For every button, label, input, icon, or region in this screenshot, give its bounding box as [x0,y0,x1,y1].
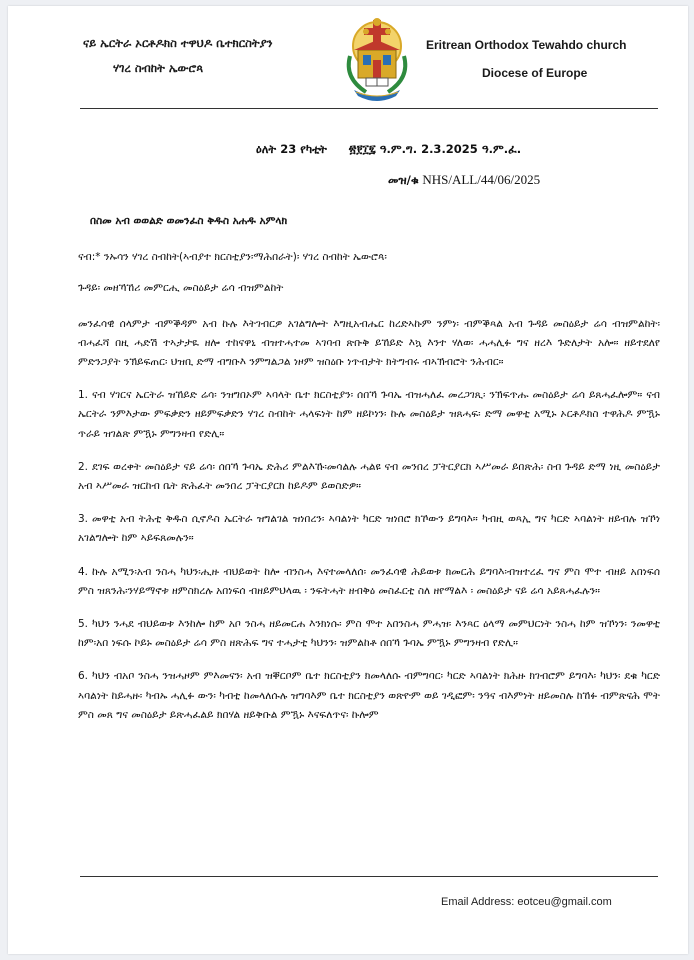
org-name-tigrinya: ናይ ኤርትራ ኦርቶዶክስ ተዋህዶ ቤተክርስትያን [83,36,273,50]
point-number: 4. [78,565,89,578]
footer-divider [80,876,658,877]
email-address: Email Address: eotceu@gmail.com [441,896,612,908]
reference-number: NHS/ALL/44/06/2025 [422,172,541,187]
point-text: ኩሉ አሚን፡አብ ንስሓ ካህን፡ሒዙ ብህይወት ከሎ ብንስሓ እናተመላለሰ፡ መንፈሳዊ ሕይወቱ ክመርሕ ይግባእ፡ብዝተረፈ ግና ምስ ሞተ ብዘይ አበነፍሰ ምስ ዝጸንሕ፡ንሃይማኖቱ ዘምስክረሉ አበነፍሰ ብዘይምህላዉ ፡ ንፍትሓት ዘብቅዕ መስፈርቲ ስለ ዘየማልእ ፡ መስዕይታ ናይ ሬሳ አይጸሓፈሉን። [78,565,660,597]
point-text: ናብ ሃገርና ኤርትራ ዝኸይድ ሬሳ፡ ንዝግበኦም ኣባላት ቤተ ክርስቲያን፡ ሰበኻ ጉባኤ ብዝሓለፈ መረጋገጺ፡ ንኽፍጥሑ መስዕይታ ሬሳ ይጸሓፈሎም። ናብ ኤርትራ ንምእታው ምፍቃድን ዘይምፍቃድን ሃገረ ስብከት ሓላፍነት ከም ዘይኮነን፡ ኩሉ መስዕይታ ዝጸሓፍ፡ ድማ መዋቲ አሚኑ ኦርቶዶክስ ተዋሕዶ ምዃኑ ጥራይ ዝገልጽ ምዃኑ ምግንዛብ የድሊ። [78,389,660,440]
letter-page [8,6,688,954]
point-text: ደገፍ ወረቀት መስዕይታ ናይ ሬሳ፡ ሰበኻ ጉባኤ ድሕሪ ምልእኹ፡መሳልሉ ሓልዩ ናብ መንበረ ፓትርያርክ ኣሥመራ ይበጽሕ፡ ስብ ጉዳይ ድማ ነዚ መስዕይታ አብ ኣሥመራ ዝርከብ ቤት ጽሕፈት መንበረ ፓትርያርክ ከይዶም ይወስድዎ። [78,460,660,493]
point-3 [78,510,660,548]
reference-line [388,172,540,188]
salutation: በስመ አብ ወወልድ ወመንፈስ ቅዱስ አሐዱ አምላክ [90,215,288,227]
header-right [426,38,656,94]
point-number: 3. [78,513,89,526]
point-number: 2. [78,460,89,473]
intro-paragraph: መንፈሳዊ ሰላምታ ብምቕዳም አብ ኩሉ እትገብርዎ አገልግሎት እግዚአብሔር ከረድኣኩም ንምነ፡ ብምቕጻል አብ ጉዳይ መስዕይታ ሬሳ ብዝምልከት፡ ብሓፈሻ በዚ ሓድሽ ተኣታታዪ ዘሎ ተከናዋኒ ብዝተሓተመ ኣገባብ ጽቡቅ ይኸይድ እኳ እንተ ሃለወ፡ ሓሓሊፉ ግና ዘረእ ጉድለታት አሎ። ዘይተደለየ ምድንጋያት ንኽይፍጠር፡ ህዝቢ ድማ ብግቡእ ንምግልጋል ነዞም ዝስዕቡ ነጥብታት ክትግብሩ ብኣኽብሮት ንሕብር። [78,317,660,369]
diocese-name-english: Diocese of Europe [482,66,588,80]
point-5 [78,615,660,653]
diocese-name-tigrinya: ሃገረ ስብከት ኤውሮጳ [113,61,204,75]
date-geez: ዕለት 23 የካቲት [256,142,327,156]
point-2 [78,458,660,496]
date-line [256,142,539,157]
point-6 [78,667,660,725]
date-year: ፳፻፲፯ ዓ.ም.ግ. 2.3.2025 ዓ.ም.ፈ. [348,142,522,156]
point-text: ካህን ንሓደ ብህይወቱ እንከሎ ከም አቦ ንስሓ ዘይመርሐ እንክነሱ፡ ምስ ሞተ አበንስሓ ምሓዝ፡ እንጻር ዕላማ መምህርነት ንስሓ ከም ዝኾነን፡ ንመዋቲ ከም፡አበ ነፍሱ ኮይኑ መስዕይታ ሬሳ ምስ ዘጽሕፍ ግና ተሓታቲ ካህንን፡ ዝምልከቶ ሰበኻ ጉባኤ ምዃኑ ምግንዛብ የድሊ። [78,618,660,650]
church-emblem-icon [336,16,418,102]
recipient-line: ናብ:* ንኡሳን ሃገረ ስብከት(ኣብያተ ክርስቲያን፡ማሕበራት)፡ ሃገረ ስብከት ኤውሮጳ፡ [78,251,387,264]
reference-label: መዝ/ቁ [388,173,419,187]
point-number: 6. [78,670,89,683]
point-number: 1. [78,389,89,402]
point-number: 5. [78,618,89,631]
letter-body [78,212,660,739]
subject-line: ጉዳይ፡ መዘኻኸሪ መምርሒ መስዕይታ ሬሳ ብዝምልከት [78,282,284,295]
header-divider [80,108,658,109]
point-1 [78,386,660,444]
point-text: ካህን ብአቦ ንስሓ ንዝሓዞም ምእመናን፡ አብ ዝቐርቦም ቤተ ክርስቲያን ክመላለሱ ብምግባር፡ ካርድ ኣባልነት ክሕዙ ክገብሮም ይግባእ፡ ካህን፡ ደቁ ካርድ ኣባልነት ከይሓዙ፡ ካብኡ ሓሊፉ ውን፡ ካብቲ ከመላለሱሉ ዝግባእም ቤተ ክርስቲያን ወጽዮም ወይ ገዲፎም፡ ንዓና ብእምነት ዘይመስሉ ከኸፉ ብምጽናሕ ሞት ምስ መጸ ግና መስዕይታ ይጽሓፈልይ ክበሃል ዘይቅቡል ምዃኑ እናፍለጥና፡ ኩሎም [78,670,660,721]
point-4 [78,563,660,601]
point-text: መዋቲ አብ ትሕቲ ቅዱስ ሲኖዶስ ኤርትራ ዝግልገል ዝነበረን፡ ኣባልነት ካርድ ዝነበሮ ክኾውን ይግባእ። ካብዚ ወጻኢ ግና ካርድ ኣባልነት ዘይብሉ ዝኾነ አገልግሎት ከም ኣይፍጸመሉን። [78,513,660,545]
header-left [83,36,333,86]
org-name-english: Eritrean Orthodox Tewahdo church [426,38,627,52]
